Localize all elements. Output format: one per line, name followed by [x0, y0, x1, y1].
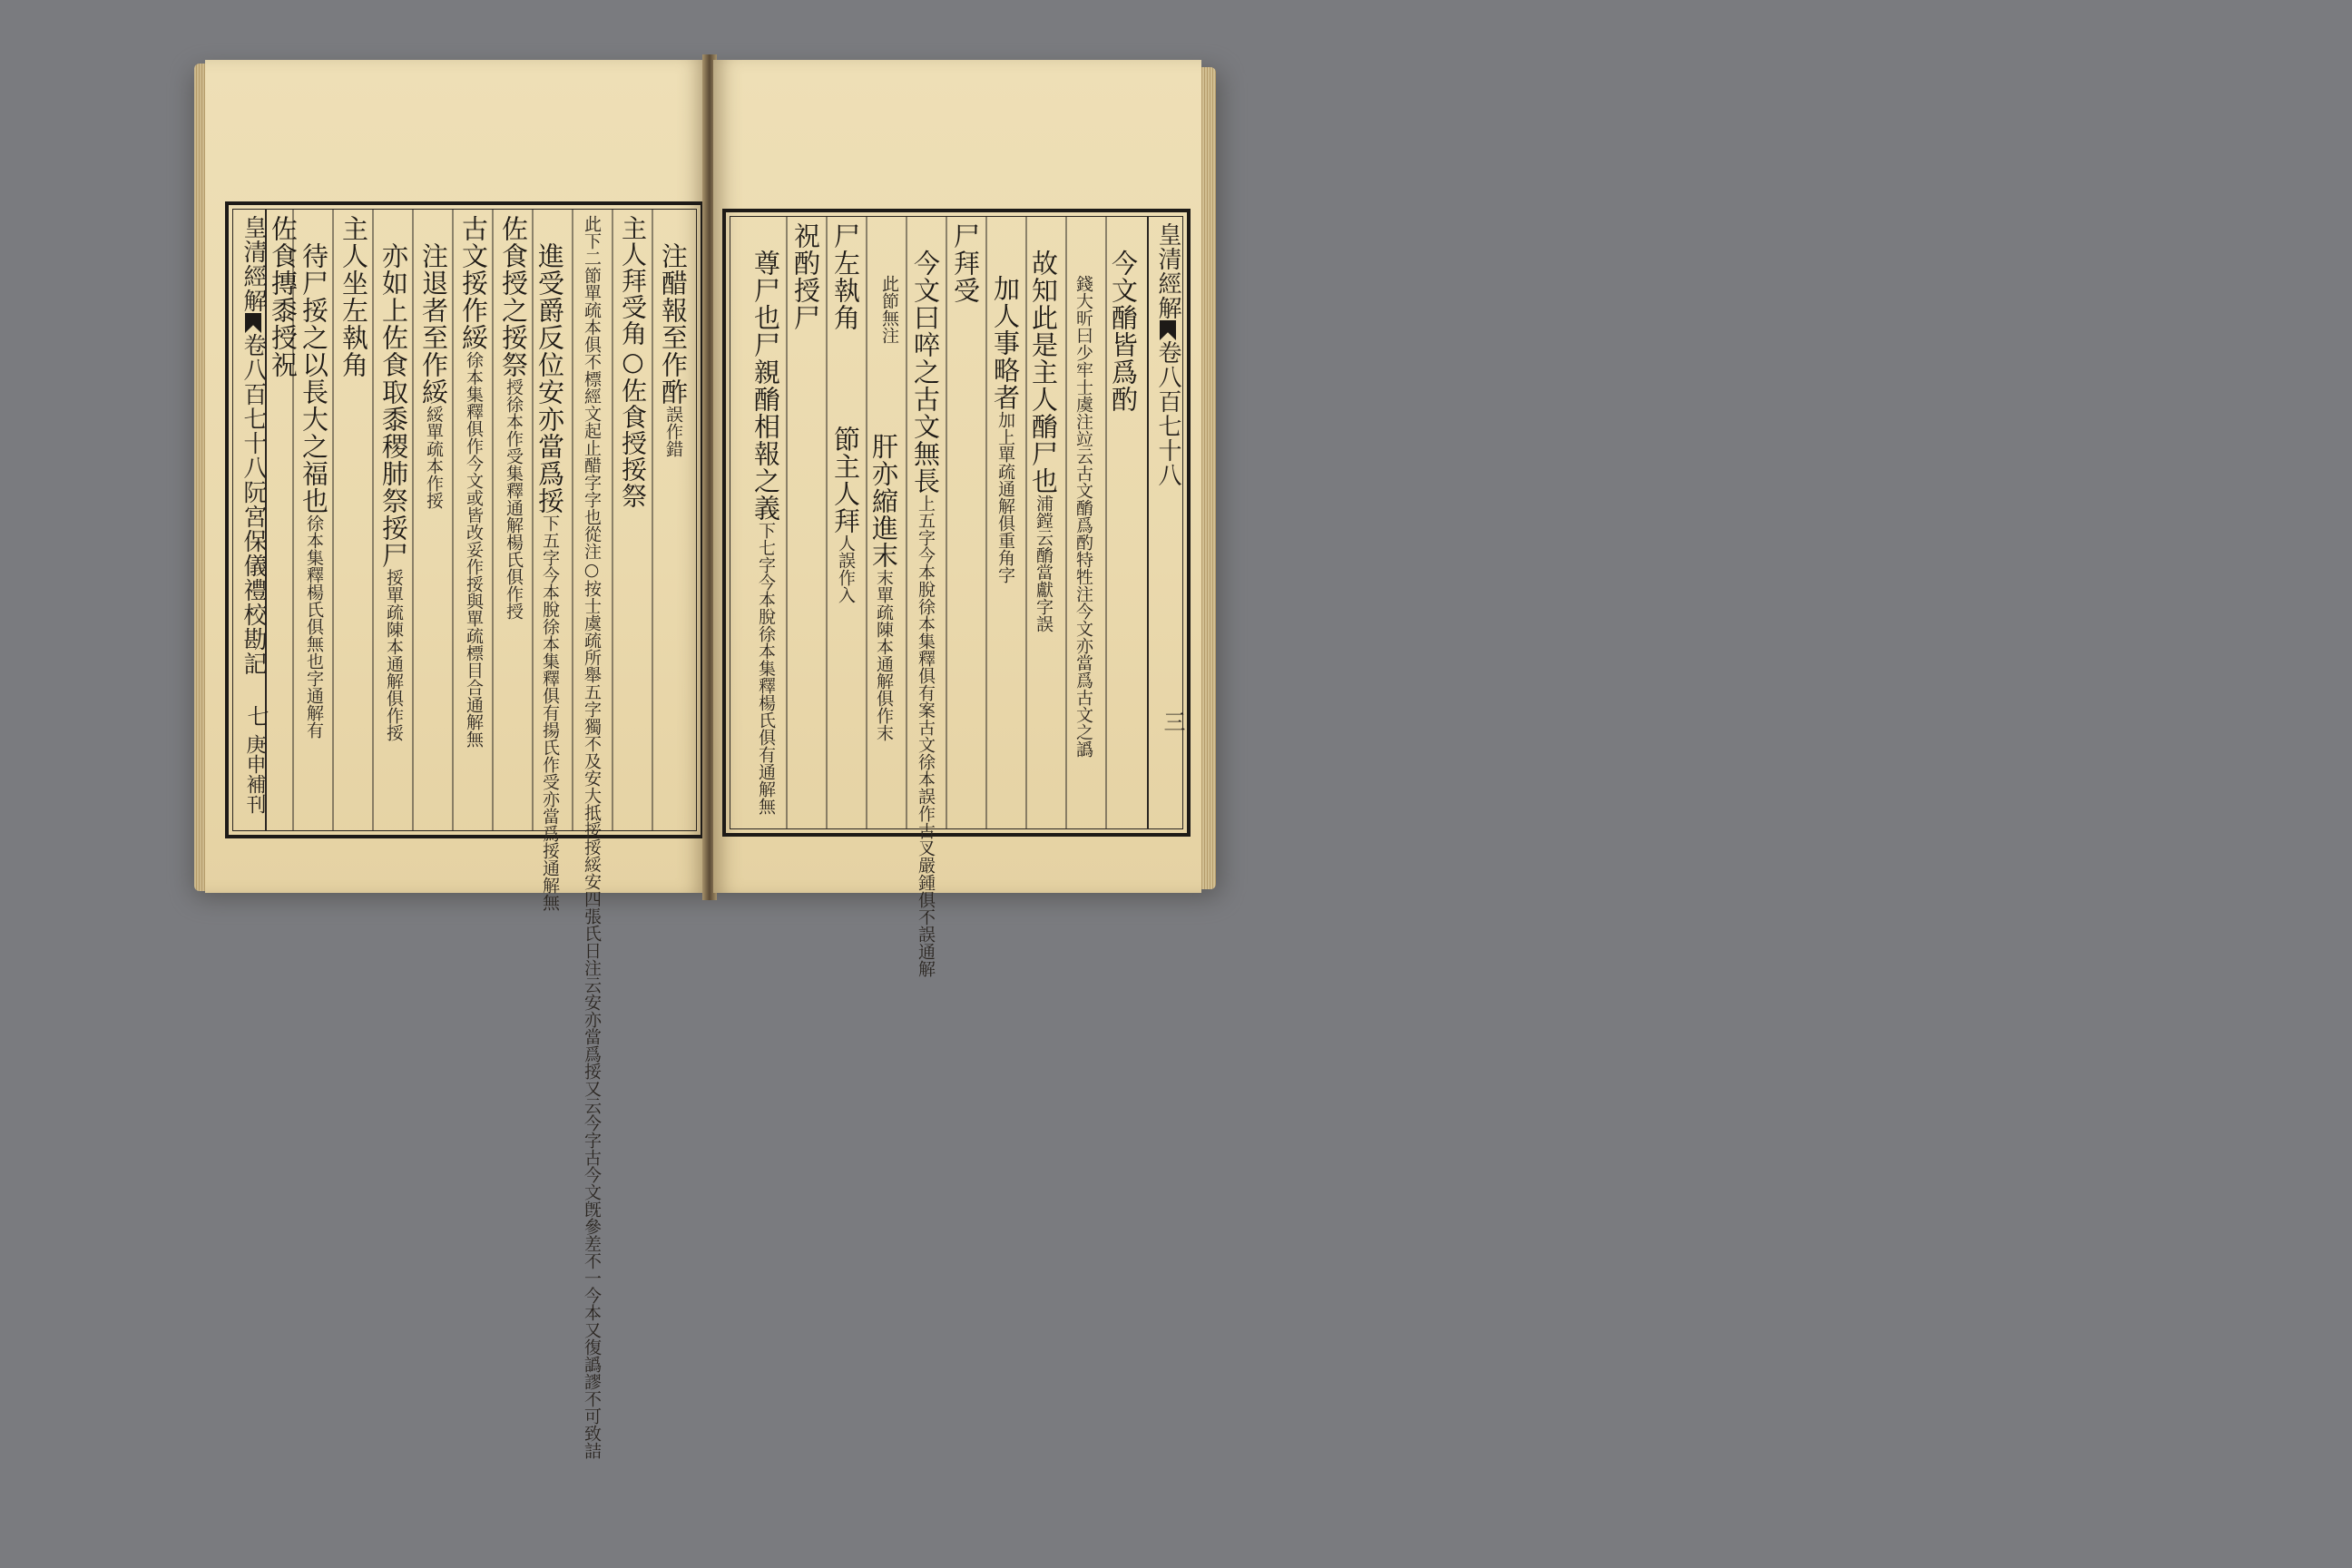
text-column: 尊尸也尸親酳相報之義下七字今本脫徐本集釋楊氏俱有通解無 [750, 250, 781, 815]
banxin-volume: 卷八百七十八 [240, 333, 267, 480]
banxin-volume: 卷八百七十八 [1154, 340, 1181, 487]
text-column: 佐食授之挼祭授徐本作受集釋通解楊氏俱作授 [498, 215, 529, 620]
text-column: 尸左執角 [830, 222, 861, 331]
text-column: 錢大昕曰少牢士虞注竝云古文酳爲酌特牲注今文亦當爲古文之譌 [1073, 275, 1093, 758]
text-column: 古文挼作綏徐本集釋俱作今文或皆改妥作挼與單疏標目合通解無 [458, 215, 489, 748]
text-column: 進受爵反位安亦當爲挼下五字今本脫徐本集釋俱有揚氏作受亦當爲挼通解無 [534, 242, 565, 911]
right-print-frame [722, 209, 1191, 977]
text-column: 尸拜受 [950, 222, 981, 304]
text-column: 注醋報至作酢誤作錯 [658, 242, 689, 457]
fishtail-mark-icon [1160, 320, 1176, 340]
text-column: 加人事略者加上單疏通解俱重角字 [990, 275, 1021, 583]
left-banxin [237, 215, 270, 676]
left-page [205, 60, 706, 1459]
text-column: 佐食摶黍授祝 [268, 215, 299, 378]
left-print-frame [225, 201, 704, 1459]
text-column: 肝亦縮進末末單疏陳本通解俱作末 [868, 433, 899, 741]
text-column: 節主人拜人誤作入 [830, 426, 861, 603]
text-column: 今文曰啐之古文無長上五字今本脫徐本集釋俱有案古文徐本誤作古叉嚴鍾俱不誤通解 [910, 250, 941, 977]
text-column: 祝酌授尸 [790, 222, 821, 331]
text-column: 注退者至作綏綏單疏本作挼 [418, 242, 449, 509]
banxin-imprint: 庚申補刊 [243, 734, 266, 814]
text-column: 此節無注 [879, 275, 899, 344]
leaf-number: 七 [243, 705, 269, 727]
text-column: 今文酳皆爲酌 [1108, 250, 1139, 413]
banxin-title: 皇清經解 [1154, 222, 1181, 320]
fishtail-mark-icon [245, 313, 261, 333]
text-column: 亦如上佐食取黍稷肺祭挼尸挼單疏陳本通解俱作挼 [378, 242, 409, 741]
right-page [713, 60, 1201, 977]
leaf-number: 三 [1160, 710, 1185, 732]
banxin-work: 阮宮保儀禮校勘記 [240, 480, 267, 676]
right-banxin [1152, 222, 1185, 487]
annotation-text: 張氏日注云安亦當爲挼又云今字古今文旣參差不一今本又復譌謬不可致詰 [582, 907, 602, 1459]
text-column: 故知此是主人酳尸也浦鏜云酳當獻字誤 [1028, 250, 1059, 632]
left-inner-border [232, 209, 697, 1459]
text-column: 主人拜受角○佐食授挼祭 [618, 215, 648, 509]
banxin-title: 皇清經解 [240, 215, 267, 313]
text-column: 待尸挼之以長大之福也徐本集釋楊氏俱無也字通解有 [299, 242, 329, 739]
text-column: 此下二節單疏本俱不標經文起止醋字字也從注○按士虞疏所舉五字獨不及安大抵挼挼綏安四張氏日注云安亦當爲挼又云今字古今文旣參差不一今本又復譌謬不可致詰 [582, 215, 602, 1459]
text-column: 主人坐左執角 [338, 215, 369, 378]
right-inner-border [730, 216, 1185, 977]
